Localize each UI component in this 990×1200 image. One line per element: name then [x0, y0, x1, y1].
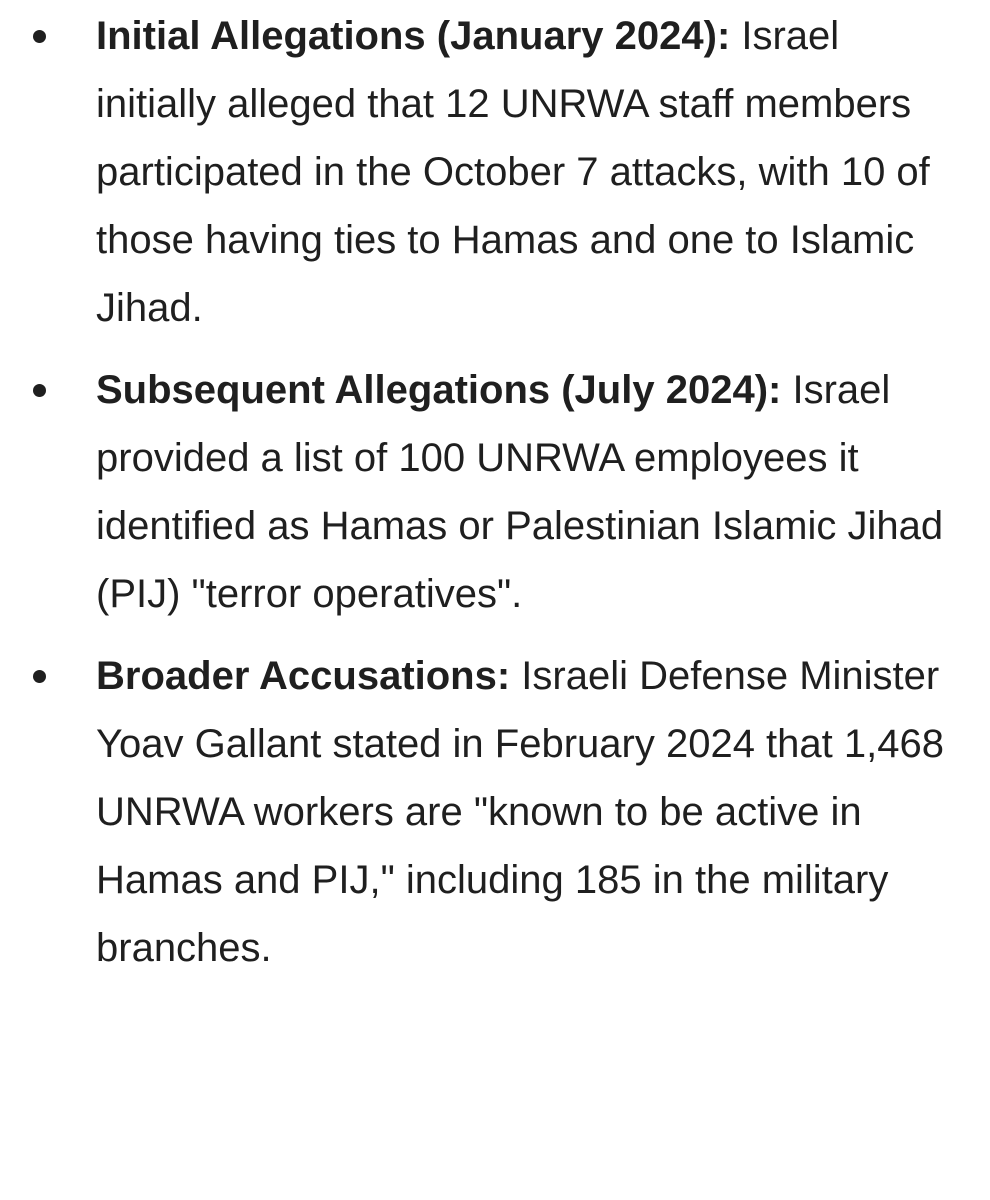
item-heading: Broader Accusations:	[96, 654, 522, 698]
list-item-broader-accusations	[0, 642, 990, 982]
allegations-list	[0, 2, 990, 982]
bullet-icon	[33, 670, 46, 683]
item-text: Israeli Defense Minister Yoav Gallant stated in February 2024 that 1,468 UNRWA workers are "known to be active in Hamas and PIJ," including 185 in the military branches.	[96, 654, 944, 970]
item-heading: Subsequent Allegations (July 2024):	[96, 368, 793, 412]
item-heading: Initial Allegations (January 2024):	[96, 14, 742, 58]
list-item-subsequent-allegations	[0, 356, 990, 628]
list-item-initial-allegations	[0, 2, 990, 342]
bullet-icon	[33, 384, 46, 397]
item-text: Israel provided a list of 100 UNRWA employees it identified as Hamas or Palestinian Islamic Jihad (PIJ) "terror operatives".	[96, 368, 944, 616]
item-text: Israel initially alleged that 12 UNRWA staff members participated in the October 7 attacks, with 10 of those having ties to Hamas and one to Islamic Jihad.	[96, 14, 930, 330]
bullet-icon	[33, 30, 46, 43]
